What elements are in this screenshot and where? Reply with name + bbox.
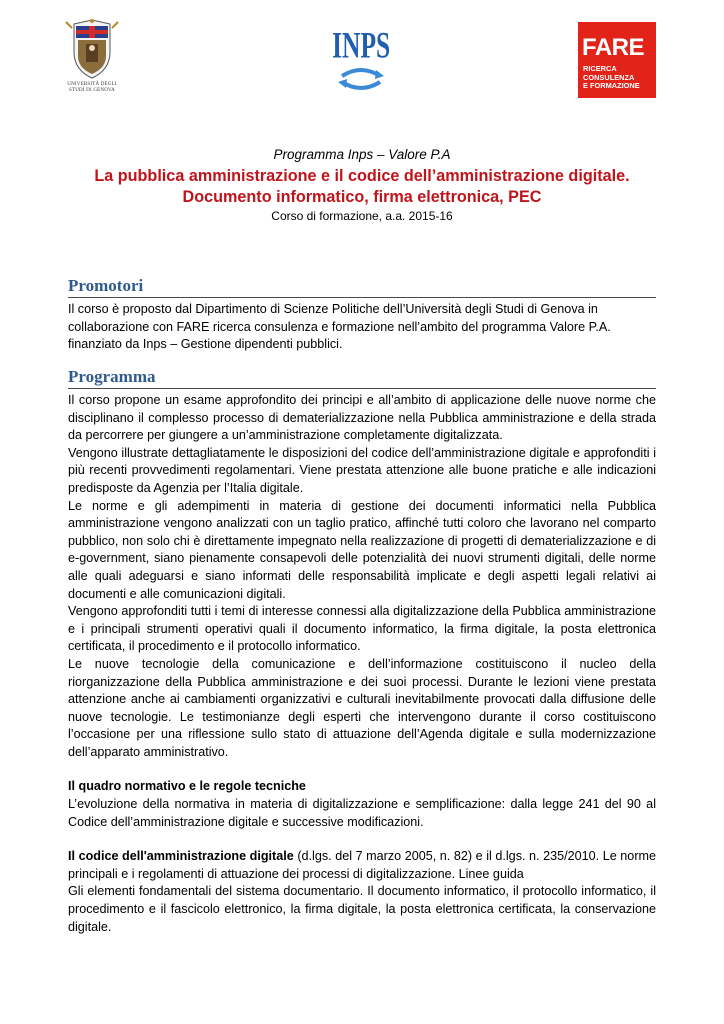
course-subtitle: Corso di formazione, a.a. 2015-16 xyxy=(271,209,453,223)
quadro-title: Il quadro normativo e le regole tecniche xyxy=(68,779,306,794)
main-title-line2: Documento informatico, firma elettronica, PEC xyxy=(182,188,542,206)
logo-bar xyxy=(0,0,724,110)
main-title-line1: La pubblica amministrazione e il codice dell’amministrazione digitale. xyxy=(94,167,630,185)
programma-paragraph: Le norme e gli adempimenti in materia di gestione dei documenti informatici nella Pubblica amministrazione vengono analizzati con un taglio pratico, affinché tutti coloro che lavorano nel comparto pubblico, non solo chi è direttamente impegnato nella realizzazione di progetti di dematerializzazione e di e-government, siano pienamente consapevoli delle potenzialità dei nuovi strumenti digitali, delle norme alle quali adeguarsi e siano informati delle responsabilità implicate e degli aspetti legali relativi ai documenti e alle comunicazioni digitali. xyxy=(68,498,656,601)
codice-paragraph xyxy=(68,848,656,883)
programma-paragraph: Il corso propone un esame approfondito dei principi e all’ambito di applicazione delle nuove norme che disciplinano il complesso processo di dematerializzazione nella Pubblica amministrazione e della strada da percorrere per giungere a un’amministrazione completamente digitalizzata. xyxy=(68,393,656,443)
inps-logo-icon xyxy=(328,20,394,98)
quadro-text: L’evoluzione della normativa in materia di digitalizzazione e semplificazione: dalla legge 241 del 90 al Codice dell’amministrazione digitale e successive modificazioni. xyxy=(68,797,656,829)
university-genova-logo xyxy=(62,18,122,98)
document-header xyxy=(60,146,664,224)
fare-wordmark: FARE xyxy=(582,34,645,61)
university-crest-icon xyxy=(62,18,122,82)
codice-title: Il codice dell'amministrazione digitale xyxy=(68,849,294,864)
inps-logo xyxy=(328,20,394,98)
fare-sub-line: RICERCA xyxy=(583,64,617,73)
codice-block xyxy=(68,848,656,936)
codice-text-2: Gli elementi fondamentali del sistema documentario. Il documento informatico, il protocollo informatico, il procedimento e il fascicolo elettronico, la firma digitale, la posta elettronica certificata, la conservazione digitale. xyxy=(68,884,656,934)
fare-sub-line: E FORMAZIONE xyxy=(583,81,640,91)
inps-wordmark: INPS xyxy=(332,23,391,66)
programma-section xyxy=(68,367,656,936)
program-title: Programma Inps – Valore P.A xyxy=(273,147,451,162)
promotori-heading: Promotori xyxy=(68,276,656,298)
fare-logo-box xyxy=(578,22,656,98)
codice-text: (d.lgs. del 7 marzo 2005, n. 82) e il d.lgs. n. 235/2010. Le norme principali e i regolamenti di attuazione dei processi di digitalizzazione. Linee guida xyxy=(68,849,657,881)
programma-paragraph: Le nuove tecnologie della comunicazione e dell’informazione costituiscono il nucleo della riorganizzazione della Pubblica amministrazione e dei suoi processi. Durante le lezioni viene prestata attenzione anche ai cambiamenti organizzativi e culturali inevitabilmente provocati dalla diffusione delle nuove tecnologie. Le testimonianze degli esperti che intervengono durante il corso costituiscono l’occasione per una riflessione sullo stato di attuazione dell’Agenda digitale e sulla modernizzazione dell’apparato amministrativo. xyxy=(68,656,656,759)
promotori-text: Il corso è proposto dal Dipartimento di Scienze Politiche dell’Università degli Studi di Genova in collaborazione con FARE ricerca consulenza e formazione nell’ambito del programma Valore P.A. finanziato da Inps – Gestione dipendenti pubblici. xyxy=(68,302,611,352)
promotori-section xyxy=(68,276,656,354)
programma-paragraph: Vengono illustrate dettagliatamente le disposizioni del codice dell’amministrazione digitale e approfonditi i più recenti provvedimenti regolamentari. Viene prestata attenzione alle buone pratiche e alle indicazioni predisposte da Agenzia per l’Italia digitale. xyxy=(68,445,656,495)
fare-logo xyxy=(578,22,656,98)
fare-sub-line: CONSULENZA xyxy=(583,72,635,82)
programma-heading: Programma xyxy=(68,367,656,389)
university-caption: UNIVERSITÀ DEGLI STUDI DI GENOVA xyxy=(67,82,117,93)
main-title xyxy=(60,166,664,208)
programma-paragraph: Vengono approfonditi tutti i temi di interesse connessi alla digitalizzazione della Pubblica amministrazione e i principali strumenti operativi quali il documento informatico, la firma digitale, la posta elettronica certificata, il procedimento e il protocollo informatico. xyxy=(68,604,656,654)
quadro-block xyxy=(68,778,656,831)
fare-subtitle xyxy=(583,65,640,91)
